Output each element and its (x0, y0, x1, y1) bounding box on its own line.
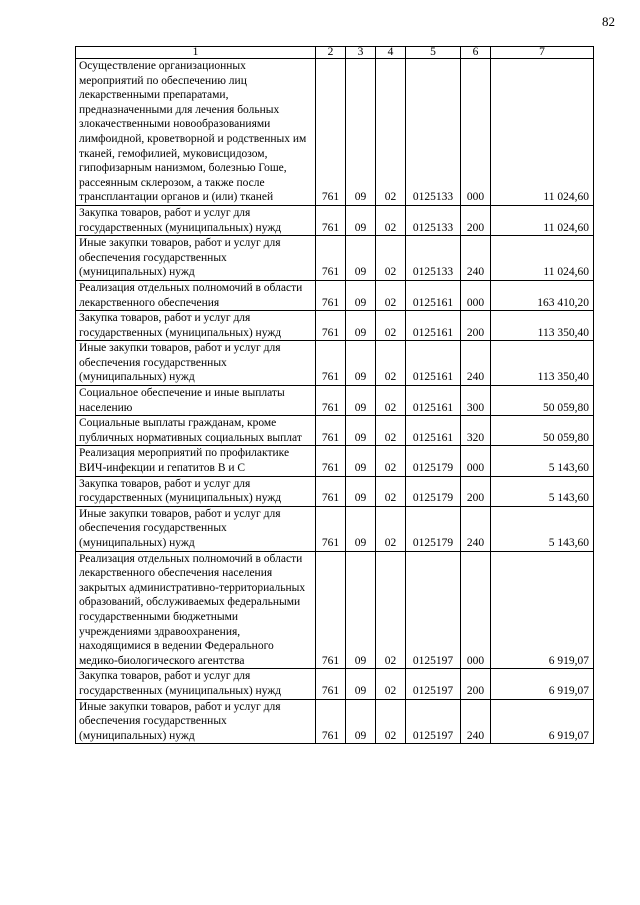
column-header: 6 (461, 47, 491, 59)
row-description: Социальное обеспечение и иные выплаты населению (76, 386, 316, 416)
ministry-code: 761 (316, 506, 346, 551)
expense-type-code: 200 (461, 669, 491, 699)
ministry-code: 761 (316, 341, 346, 386)
expense-type-code: 240 (461, 236, 491, 281)
amount-value: 113 350,40 (491, 341, 594, 386)
subsection-code: 02 (376, 341, 406, 386)
row-description: Иные закупки товаров, работ и услуг для обеспечения государственных (муниципальных) нужд (76, 506, 316, 551)
section-code: 09 (346, 236, 376, 281)
target-item-code: 0125133 (406, 59, 461, 206)
table-row (76, 446, 594, 476)
column-header: 4 (376, 47, 406, 59)
row-description: Иные закупки товаров, работ и услуг для обеспечения государственных (муниципальных) нужд (76, 341, 316, 386)
subsection-code: 02 (376, 280, 406, 310)
target-item-code: 0125197 (406, 699, 461, 744)
table-header-row (76, 47, 594, 59)
target-item-code: 0125133 (406, 205, 461, 235)
expense-type-code: 320 (461, 416, 491, 446)
target-item-code: 0125161 (406, 416, 461, 446)
ministry-code: 761 (316, 280, 346, 310)
table-row (76, 341, 594, 386)
expense-type-code: 240 (461, 699, 491, 744)
section-code: 09 (346, 669, 376, 699)
amount-value: 6 919,07 (491, 551, 594, 669)
expense-type-code: 240 (461, 506, 491, 551)
subsection-code: 02 (376, 59, 406, 206)
ministry-code: 761 (316, 311, 346, 341)
target-item-code: 0125179 (406, 446, 461, 476)
amount-value: 6 919,07 (491, 699, 594, 744)
section-code: 09 (346, 386, 376, 416)
section-code: 09 (346, 446, 376, 476)
amount-value: 11 024,60 (491, 205, 594, 235)
row-description: Закупка товаров, работ и услуг для государственных (муниципальных) нужд (76, 205, 316, 235)
subsection-code: 02 (376, 236, 406, 281)
expense-type-code: 200 (461, 311, 491, 341)
ministry-code: 761 (316, 416, 346, 446)
amount-value: 11 024,60 (491, 236, 594, 281)
section-code: 09 (346, 476, 376, 506)
column-header: 7 (491, 47, 594, 59)
row-description: Социальные выплаты гражданам, кроме публичных нормативных социальных выплат (76, 416, 316, 446)
ministry-code: 761 (316, 699, 346, 744)
target-item-code: 0125161 (406, 386, 461, 416)
amount-value: 50 059,80 (491, 386, 594, 416)
ministry-code: 761 (316, 236, 346, 281)
expense-type-code: 000 (461, 59, 491, 206)
expense-type-code: 240 (461, 341, 491, 386)
expense-type-code: 000 (461, 551, 491, 669)
table-row (76, 59, 594, 206)
section-code: 09 (346, 416, 376, 446)
section-code: 09 (346, 341, 376, 386)
ministry-code: 761 (316, 551, 346, 669)
target-item-code: 0125179 (406, 506, 461, 551)
table-row (76, 236, 594, 281)
table-row (76, 551, 594, 669)
expense-type-code: 300 (461, 386, 491, 416)
ministry-code: 761 (316, 669, 346, 699)
amount-value: 5 143,60 (491, 476, 594, 506)
ministry-code: 761 (316, 476, 346, 506)
subsection-code: 02 (376, 476, 406, 506)
target-item-code: 0125161 (406, 341, 461, 386)
amount-value: 163 410,20 (491, 280, 594, 310)
column-header: 5 (406, 47, 461, 59)
section-code: 09 (346, 59, 376, 206)
amount-value: 6 919,07 (491, 669, 594, 699)
subsection-code: 02 (376, 699, 406, 744)
amount-value: 113 350,40 (491, 311, 594, 341)
section-code: 09 (346, 280, 376, 310)
ministry-code: 761 (316, 59, 346, 206)
row-description: Иные закупки товаров, работ и услуг для обеспечения государственных (муниципальных) нужд (76, 236, 316, 281)
table-row (76, 669, 594, 699)
expense-type-code: 200 (461, 476, 491, 506)
row-description: Реализация мероприятий по профилактике ВИЧ-инфекции и гепатитов В и С (76, 446, 316, 476)
ministry-code: 761 (316, 386, 346, 416)
expense-type-code: 000 (461, 446, 491, 476)
row-description: Закупка товаров, работ и услуг для государственных (муниципальных) нужд (76, 476, 316, 506)
section-code: 09 (346, 551, 376, 669)
budget-table (75, 46, 594, 744)
subsection-code: 02 (376, 669, 406, 699)
table-row (76, 205, 594, 235)
target-item-code: 0125197 (406, 551, 461, 669)
table-row (76, 311, 594, 341)
table-row (76, 476, 594, 506)
expense-type-code: 200 (461, 205, 491, 235)
target-item-code: 0125133 (406, 236, 461, 281)
row-description: Иные закупки товаров, работ и услуг для обеспечения государственных (муниципальных) нужд (76, 699, 316, 744)
section-code: 09 (346, 205, 376, 235)
row-description: Реализация отдельных полномочий в области лекарственного обеспечения населения закрытых административно-территориальных образований, обслуживаемых федеральными государственными бюджетными учреждениями здравоохранения, находящимися в ведении Федерального медико-биологического агентства (76, 551, 316, 669)
table-row (76, 416, 594, 446)
subsection-code: 02 (376, 446, 406, 476)
section-code: 09 (346, 506, 376, 551)
column-header: 2 (316, 47, 346, 59)
subsection-code: 02 (376, 311, 406, 341)
target-item-code: 0125161 (406, 311, 461, 341)
amount-value: 50 059,80 (491, 416, 594, 446)
row-description: Реализация отдельных полномочий в области лекарственного обеспечения (76, 280, 316, 310)
target-item-code: 0125161 (406, 280, 461, 310)
subsection-code: 02 (376, 506, 406, 551)
amount-value: 5 143,60 (491, 506, 594, 551)
table-row (76, 699, 594, 744)
subsection-code: 02 (376, 551, 406, 669)
table-row (76, 280, 594, 310)
section-code: 09 (346, 699, 376, 744)
amount-value: 11 024,60 (491, 59, 594, 206)
subsection-code: 02 (376, 205, 406, 235)
target-item-code: 0125179 (406, 476, 461, 506)
row-description: Закупка товаров, работ и услуг для государственных (муниципальных) нужд (76, 311, 316, 341)
section-code: 09 (346, 311, 376, 341)
table-row (76, 506, 594, 551)
table-row (76, 386, 594, 416)
row-description: Осуществление организационных мероприятий по обеспечению лиц лекарственными препаратами, предназначенными для лечения больных злокачественными новообразованиями лимфоидной, кроветворной и родственных им тканей, гемофилией, муковисцидозом, гипофизарным нанизмом, болезнью Гоше, рассеянным склерозом, а также после трансплантации органов и (или) тканей (76, 59, 316, 206)
amount-value: 5 143,60 (491, 446, 594, 476)
page-number: 82 (602, 14, 615, 29)
ministry-code: 761 (316, 205, 346, 235)
column-header: 1 (76, 47, 316, 59)
column-header: 3 (346, 47, 376, 59)
target-item-code: 0125197 (406, 669, 461, 699)
subsection-code: 02 (376, 416, 406, 446)
subsection-code: 02 (376, 386, 406, 416)
expense-type-code: 000 (461, 280, 491, 310)
ministry-code: 761 (316, 446, 346, 476)
row-description: Закупка товаров, работ и услуг для государственных (муниципальных) нужд (76, 669, 316, 699)
